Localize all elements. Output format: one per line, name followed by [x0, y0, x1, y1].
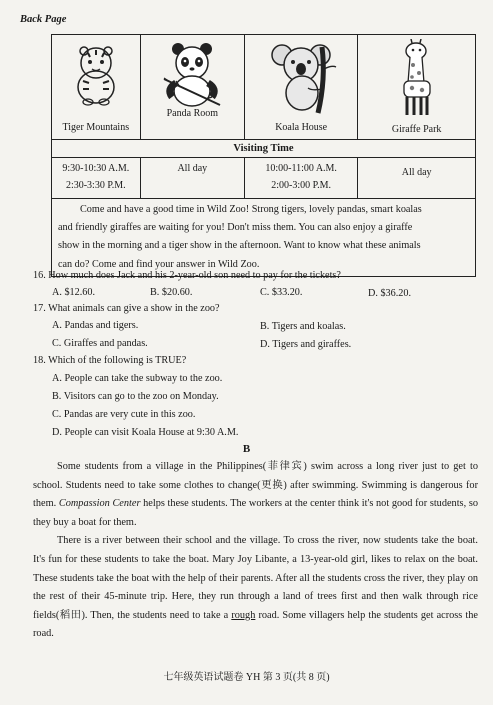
passage-paragraph-1: Some students from a village in the Philippines(菲律宾) swim across a long river just to get to school. Students need to take some clothes to change(更换) after swimming. Swimming is dangerous for them. Compassion Center helps these students. The workers at the center think it's not good for students, so they buy a boat for them. [33, 461, 478, 528]
q16-option-a[interactable]: A. $12.60. [52, 287, 96, 298]
passage-paragraph-2: There is a river between their school and the village. To cross the river, now students take the boat. It's fun for these students to take the boat. Mary Joy Libante, a 13-year-old girl, likes to relax on the boat. These students take the boat with the help of their parents. After all the students cross the river, they play on the rest of their 45-minute trip. Here, they run through a land of trees first and then walk through rice fields(稻田). Then, the students need to take a rough road. Some villagers help the students get across the road. [33, 535, 478, 640]
visiting-time-header: Visiting Time [52, 140, 476, 158]
q17-option-d[interactable]: D. Tigers and giraffes. [260, 339, 352, 350]
attraction-name: Tiger Mountains [62, 122, 130, 133]
giraffe-icon [392, 39, 442, 117]
q17-option-b[interactable]: B. Tigers and koalas. [260, 321, 346, 332]
attraction-tiger [52, 35, 141, 140]
section-b-heading: B [242, 443, 251, 455]
question-17-stem: 17. What animals can give a show in the zoo? [33, 303, 220, 314]
notice-line: show in the morning and a tiger show in the afternoon. Want to know what these animals [58, 240, 421, 252]
attraction-name: Giraffe Park [391, 124, 442, 135]
q16-option-d[interactable]: D. $36.20. [368, 288, 412, 299]
q18-option-b[interactable]: B. Visitors can go to the zoo on Monday. [52, 391, 219, 402]
zoo-info-table [51, 34, 476, 277]
q16-option-b[interactable]: B. $20.60. [150, 287, 193, 298]
back-page-label: Back Page [20, 14, 67, 25]
time-line: 10:00-11:00 A.M. [265, 163, 337, 174]
time-cell-tiger [52, 158, 141, 199]
time-line: 9:30-10:30 A.M. [62, 163, 130, 174]
koala-icon [262, 39, 340, 115]
attraction-koala [245, 35, 358, 140]
attraction-name: Panda Room [166, 108, 219, 119]
time-line: 2:30-3:30 P.M. [65, 180, 126, 191]
panda-icon [156, 39, 228, 109]
tiger-icon [61, 39, 131, 109]
time-cell-koala [245, 158, 358, 199]
question-16-stem: 16. How much does Jack and his 2-year-old son need to pay for the tickets? [33, 270, 341, 281]
time-cell-giraffe [358, 158, 476, 199]
q18-option-c[interactable]: C. Pandas are very cute in this zoo. [52, 409, 196, 420]
q17-option-a[interactable]: A. Pandas and tigers. [52, 320, 139, 331]
time-line: All day [401, 167, 432, 178]
q18-option-a[interactable]: A. People can take the subway to the zoo. [52, 373, 223, 384]
zoo-notice [52, 199, 476, 277]
attraction-name: Koala House [275, 122, 328, 133]
page-footer: 七年级英语试题卷 YH 第 3 页(共 8 页) [163, 672, 330, 683]
notice-line: and friendly giraffes are waiting for you! Don't miss them. You can also enjoy a giraffe [58, 222, 413, 234]
attraction-giraffe [358, 35, 476, 140]
attraction-panda [140, 35, 244, 140]
time-line: All day [177, 163, 208, 174]
q16-option-c[interactable]: C. $33.20. [260, 287, 303, 298]
notice-line: can do? Come and find your answer in Wild Zoo. [58, 258, 260, 270]
notice-line: Come and have a good time in Wild Zoo! Strong tigers, lovely pandas, smart koalas [80, 204, 422, 215]
time-cell-panda [140, 158, 244, 199]
passage-b [33, 458, 478, 644]
question-18-stem: 18. Which of the following is TRUE? [33, 355, 187, 366]
q17-option-c[interactable]: C. Giraffes and pandas. [52, 338, 148, 349]
q18-option-d[interactable]: D. People can visit Koala House at 9:30 A.M. [52, 427, 239, 438]
time-line: 2:00-3:00 P.M. [271, 180, 332, 191]
